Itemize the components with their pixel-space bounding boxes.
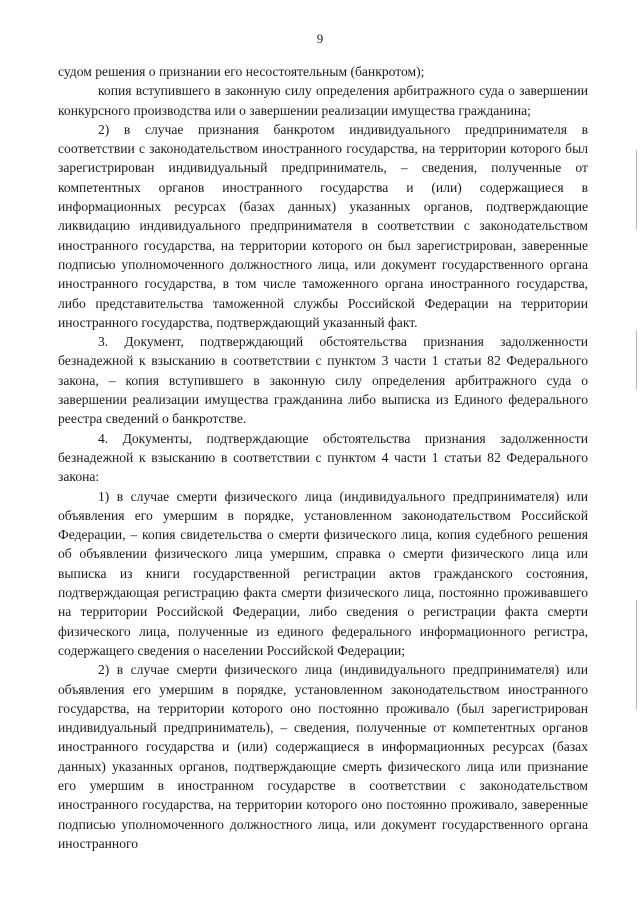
paragraph-foreign-bankruptcy: 2) в случае признания банкротом индивидуального предпринимателя в соответствии с законодательством иностранного государства, на территории которого был зарегистрирован индивидуальный предприниматель, – сведения, полученные от компетентных органов иностранного государства и (или) содержащиеся в информационных ресурсах (базах данных) указанных органов, подтверждающие ликвидацию индивидуального предпринимателя в соответствии с законодательством иностранного государства, на территории которого он был зарегистрирован, заверенные подписью уполномоченного должностного лица, или документ государственного органа иностранного государства, в том числе таможенного органа иностранного государства, либо представительства таможенной службы Российской Федерации на территории иностранного государства, подтверждающий указанный факт. xyxy=(58,121,588,330)
paragraph-court-ruling-copy: копия вступившего в законную силу определения арбитражного суда о завершении конкурсного производства или о завершении реализации имущества гражданина; xyxy=(58,83,588,118)
paragraph-item-4: 4. Документы, подтверждающие обстоятельства признания задолженности безнадежной к взысканию в соответствии с пунктом 4 части 1 статьи 82 Федерального закона: xyxy=(58,430,588,485)
scan-edge-line xyxy=(636,330,637,390)
paragraph-continuation: судом решения о признании его несостоятельным (банкротом); xyxy=(58,64,425,79)
paragraph-item-4-2: 2) в случае смерти физического лица (индивидуального предпринимателя) или объявления его умершим в порядке, установленном законодательством иностранного государства, на территории которого оно постоянно проживало (был зарегистрирован индивидуальный предприниматель), – сведения, полученные от компетентных органов иностранного государства и (или) содержащиеся в информационных ресурсах (базах данных) указанных органов, подтверждающие смерть физического лица или признание его умершим в иностранном государстве в соответствии с законодательством иностранного государства, на территории которого оно постоянно проживало, заверенные подписью уполномоченного должностного лица, или документ государственного органа иностранного xyxy=(58,662,588,851)
page-number: 9 xyxy=(316,31,324,46)
scan-edge-line xyxy=(636,600,637,710)
document-body xyxy=(58,62,588,853)
paragraph-item-3: 3. Документ, подтверждающий обстоятельства признания задолженности безнадежной к взысканию в соответствии с пунктом 3 части 1 статьи 82 Федерального закона, – копия вступившего в законную силу определения арбитражного суда о завершении реализации имущества гражданина либо выписка из Единого федерального реестра сведений о банкротстве. xyxy=(58,334,588,427)
scan-edge-line xyxy=(636,150,637,230)
paragraph-item-4-1: 1) в случае смерти физического лица (индивидуального предпринимателя) или объявления его умершим в порядке, установленном законодательством Российской Федерации, – копия свидетельства о смерти физического лица, копия судебного решения об объявлении физического лица умершим, справка о смерти физического лица или выписка из книги государственной регистрации актов гражданского состояния, подтверждающая регистрацию факта смерти физического лица, постоянно проживавшего на территории Российской Федерации, либо сведения о регистрации факта смерти физического лица, полученные из единого федерального информационного регистра, содержащего сведения о населении Российской Федерации; xyxy=(58,488,588,658)
